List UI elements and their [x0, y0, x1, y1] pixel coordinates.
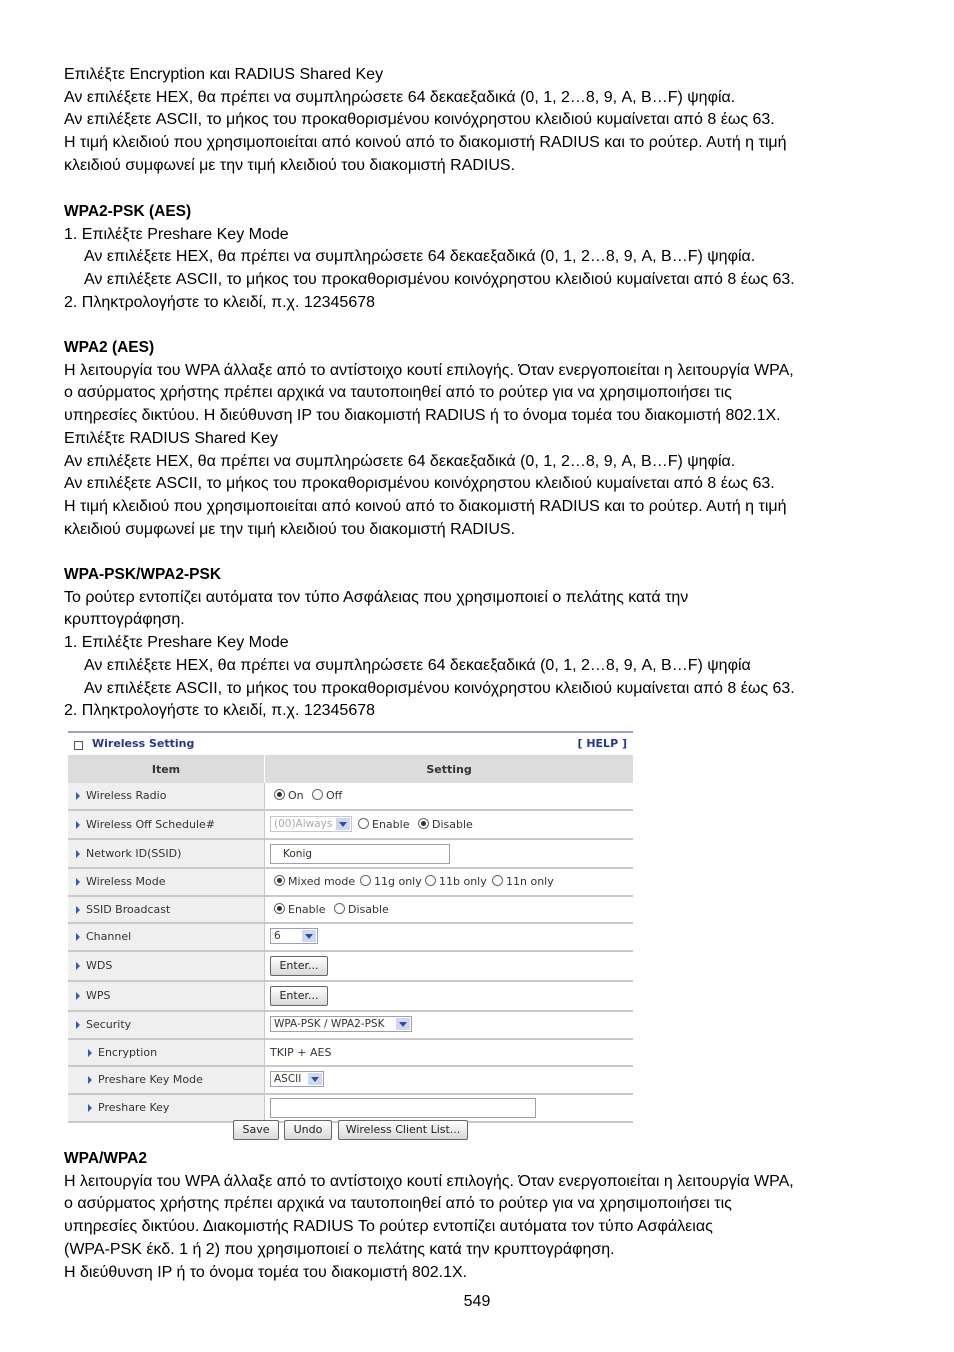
radio-selected-icon	[418, 818, 429, 829]
panel-title: Wireless Setting	[92, 737, 195, 750]
wireless-setting-panel	[68, 731, 633, 1139]
chevron-down-icon	[302, 930, 316, 942]
schedule-disable-radio[interactable]: Disable	[418, 818, 473, 831]
text-line: Αν επιλέξετε HEX, θα πρέπει να συμπληρώσετε 64 δεκαεξαδικά (0, 1, 2…8, 9, A, B…F) ψηφία.	[64, 452, 736, 470]
wds-enter-button[interactable]: Enter...	[270, 956, 328, 976]
table-row	[68, 783, 633, 811]
table-header	[68, 754, 633, 783]
text-line: κλειδιού συμφωνεί με την τιμή κλειδιού του διακομιστή RADIUS.	[64, 156, 516, 174]
arrow-icon	[76, 962, 80, 970]
arrow-icon	[76, 992, 80, 1000]
mode-11n-radio[interactable]: 11n only	[492, 875, 554, 888]
ssid-input[interactable]: Konig	[270, 844, 450, 864]
row-label: WDS	[86, 959, 113, 972]
chevron-down-icon	[336, 818, 350, 830]
chevron-down-icon	[396, 1018, 410, 1030]
text-line: κρυπτογράφηση.	[64, 611, 185, 629]
preshare-key-mode-select[interactable]: ASCII	[270, 1071, 324, 1087]
text-line: Αν επιλέξετε HEX, θα πρέπει να συμπληρώσετε 64 δεκαεξαδικά (0, 1, 2…8, 9, A, B…F) ψηφία.	[84, 248, 756, 266]
text-line: Το ρούτερ εντοπίζει αυτόματα τον τύπο Ασφάλειας που χρησιμοποιεί ο πελάτης κατά την	[64, 588, 689, 606]
row-label: Wireless Radio	[86, 789, 167, 802]
section-heading: WPA/WPA2	[64, 1150, 147, 1167]
text-line: υπηρεσίες δικτύου. Διακομιστής RADIUS Το ρούτερ εντοπίζει αυτόματα τον τύπο Ασφάλειας	[64, 1218, 713, 1236]
table-row	[68, 1095, 633, 1123]
table-row	[68, 811, 633, 840]
channel-select[interactable]: 6	[270, 928, 318, 944]
radio-empty-icon	[492, 875, 503, 886]
page-number: 549	[463, 1293, 491, 1310]
encryption-value: TKIP + AES	[270, 1045, 332, 1059]
row-label: SSID Broadcast	[86, 902, 171, 916]
text-line: Αν επιλέξετε ASCII, το μήκος του προκαθορισμένου κοινόχρηστου κλειδιού κυμαίνεται από 8 έως 63.	[84, 271, 795, 289]
text-line: υπηρεσίες δικτύου. Η διεύθυνση IP του διακομιστή RADIUS ή το όνομα τομέα του διακομιστή 802.1X.	[64, 407, 781, 425]
text-line: Η τιμή κλειδιού που χρησιμοποιείται από κοινού από το διακομιστή RADIUS και το ρούτερ. Αυτή η τιμή	[64, 134, 787, 152]
arrow-icon	[76, 821, 80, 829]
security-select[interactable]: WPA-PSK / WPA2-PSK	[270, 1016, 412, 1032]
radio-empty-icon	[360, 875, 371, 886]
arrow-icon	[88, 1076, 92, 1084]
radio-selected-icon	[274, 903, 285, 914]
mode-11b-radio[interactable]: 11b only	[425, 875, 487, 888]
row-label: Security	[86, 1018, 132, 1031]
arrow-icon	[76, 906, 80, 914]
row-label: Wireless Off Schedule#	[86, 817, 216, 831]
row-label: Preshare Key	[98, 1101, 170, 1114]
broadcast-disable-radio[interactable]: Disable	[334, 903, 389, 916]
action-buttons	[68, 1120, 633, 1140]
text-line: Η λειτουργία του WPA άλλαξε από το αντίστοιχο κουτί επιλογής. Όταν ενεργοποιείται η λειτουργία WPA,	[64, 361, 794, 379]
text-line: ο ασύρματος χρήστης πρέπει αρχικά να ταυτοποιηθεί από το ρούτερ για να χρησιμοποιήσει τις	[64, 1195, 732, 1213]
help-link[interactable]: [ HELP ]	[577, 737, 627, 750]
schedule-select[interactable]: (00)Always	[270, 816, 352, 832]
text-line: (WPA-PSK έκδ. 1 ή 2) που χρησιμοποιεί ο πελάτης κατά την κρυπτογράφηση.	[64, 1240, 615, 1258]
radio-on[interactable]: On	[274, 789, 304, 802]
radio-empty-icon	[334, 903, 345, 914]
mode-mixed-radio[interactable]: Mixed mode	[274, 875, 355, 888]
arrow-icon	[88, 1104, 92, 1112]
chevron-down-icon	[308, 1073, 322, 1085]
radio-empty-icon	[312, 789, 323, 800]
table-row	[68, 1067, 633, 1095]
text-line: Αν επιλέξετε HEX, θα πρέπει να συμπληρώσετε 64 δεκαεξαδικά (0, 1, 2…8, 9, A, B…F) ψηφία.	[64, 88, 736, 106]
section-wpa-wpa2	[64, 1148, 794, 1284]
column-header-item: Item	[151, 763, 181, 776]
arrow-icon	[76, 792, 80, 800]
text-line: Αν επιλέξετε ASCII, το μήκος του προκαθορισμένου κοινόχρηστου κλειδιού κυμαίνεται από 8 έως 63.	[64, 475, 775, 493]
section-wpa-psk-wpa2-psk	[64, 564, 795, 723]
row-label: Wireless Mode	[86, 875, 166, 888]
mode-11g-radio[interactable]: 11g only	[360, 875, 422, 888]
undo-button[interactable]: Undo	[284, 1120, 332, 1140]
row-label: WPS	[86, 989, 111, 1002]
text-line: 2. Πληκτρολογήστε το κλειδί, π.χ. 12345678	[64, 702, 376, 720]
arrow-icon	[88, 1049, 92, 1057]
row-label: Network ID(SSID)	[86, 846, 182, 860]
table-row	[68, 982, 633, 1012]
text-line: 1. Επιλέξτε Preshare Key Mode	[64, 225, 289, 243]
radio-selected-icon	[274, 875, 285, 886]
arrow-icon	[76, 878, 80, 886]
text-line: 1. Επιλέξτε Preshare Key Mode	[64, 634, 289, 652]
table-row	[68, 1040, 633, 1067]
text-line: Επιλέξτε RADIUS Shared Key	[64, 429, 278, 447]
text-line: Η τιμή κλειδιού που χρησιμοποιείται από κοινού από το διακομιστή RADIUS και το ρούτερ. Αυτή η τιμή	[64, 497, 787, 515]
table-row	[68, 840, 633, 869]
section-heading: WPA-PSK/WPA2-PSK	[64, 566, 222, 583]
panel-title-bar	[68, 731, 633, 753]
row-label: Encryption	[98, 1045, 158, 1059]
schedule-enable-radio[interactable]: Enable	[358, 818, 409, 831]
radio-selected-icon	[274, 789, 285, 800]
section-heading: WPA2 (AES)	[64, 339, 155, 356]
text-line: ο ασύρματος χρήστης πρέπει αρχικά να ταυτοποιηθεί από το ρούτερ για να χρησιμοποιήσει τις	[64, 384, 732, 402]
checkbox-icon	[74, 741, 83, 750]
wireless-client-list-button[interactable]: Wireless Client List...	[338, 1120, 468, 1140]
section-wpa2-psk	[64, 201, 795, 315]
text-line: 2. Πληκτρολογήστε το κλειδί, π.χ. 12345678	[64, 293, 376, 311]
text-line: κλειδιού συμφωνεί με την τιμή κλειδιού του διακομιστή RADIUS.	[64, 520, 516, 538]
arrow-icon	[76, 933, 80, 941]
text-line: Αν επιλέξετε HEX, θα πρέπει να συμπληρώσετε 64 δεκαεξαδικά (0, 1, 2…8, 9, A, B…F) ψηφία	[84, 656, 751, 674]
radio-empty-icon	[358, 818, 369, 829]
text-line: Αν επιλέξετε ASCII, το μήκος του προκαθορισμένου κοινόχρηστου κλειδιού κυμαίνεται από 8 έως 63.	[64, 111, 775, 129]
broadcast-enable-radio[interactable]: Enable	[274, 903, 325, 916]
intro-text	[64, 64, 787, 178]
save-button[interactable]: Save	[233, 1120, 279, 1140]
text-line: Επιλέξτε Encryption και RADIUS Shared Key	[64, 66, 384, 83]
wps-enter-button[interactable]: Enter...	[270, 986, 328, 1006]
preshare-key-input[interactable]	[270, 1098, 536, 1118]
arrow-icon	[76, 1021, 80, 1029]
column-header-setting: Setting	[426, 763, 472, 776]
table-row	[68, 952, 633, 982]
row-label: Channel	[86, 930, 132, 943]
text-line: Η λειτουργία του WPA άλλαξε από το αντίστοιχο κουτί επιλογής. Όταν ενεργοποιείται η λειτουργία WPA,	[64, 1172, 794, 1190]
text-line: Αν επιλέξετε ASCII, το μήκος του προκαθορισμένου κοινόχρηστου κλειδιού κυμαίνεται από 8 έως 63.	[84, 679, 795, 697]
table-row	[68, 1012, 633, 1040]
table-row	[68, 924, 633, 952]
table-row	[68, 897, 633, 924]
radio-off[interactable]: Off	[312, 789, 342, 802]
radio-empty-icon	[425, 875, 436, 886]
section-heading: WPA2-PSK (AES)	[64, 203, 192, 220]
row-label: Preshare Key Mode	[98, 1073, 203, 1086]
text-line: Η διεύθυνση IP ή το όνομα τομέα του διακομιστή 802.1X.	[64, 1263, 468, 1281]
table-row	[68, 869, 633, 897]
arrow-icon	[76, 850, 80, 858]
section-wpa2-aes	[64, 337, 794, 541]
